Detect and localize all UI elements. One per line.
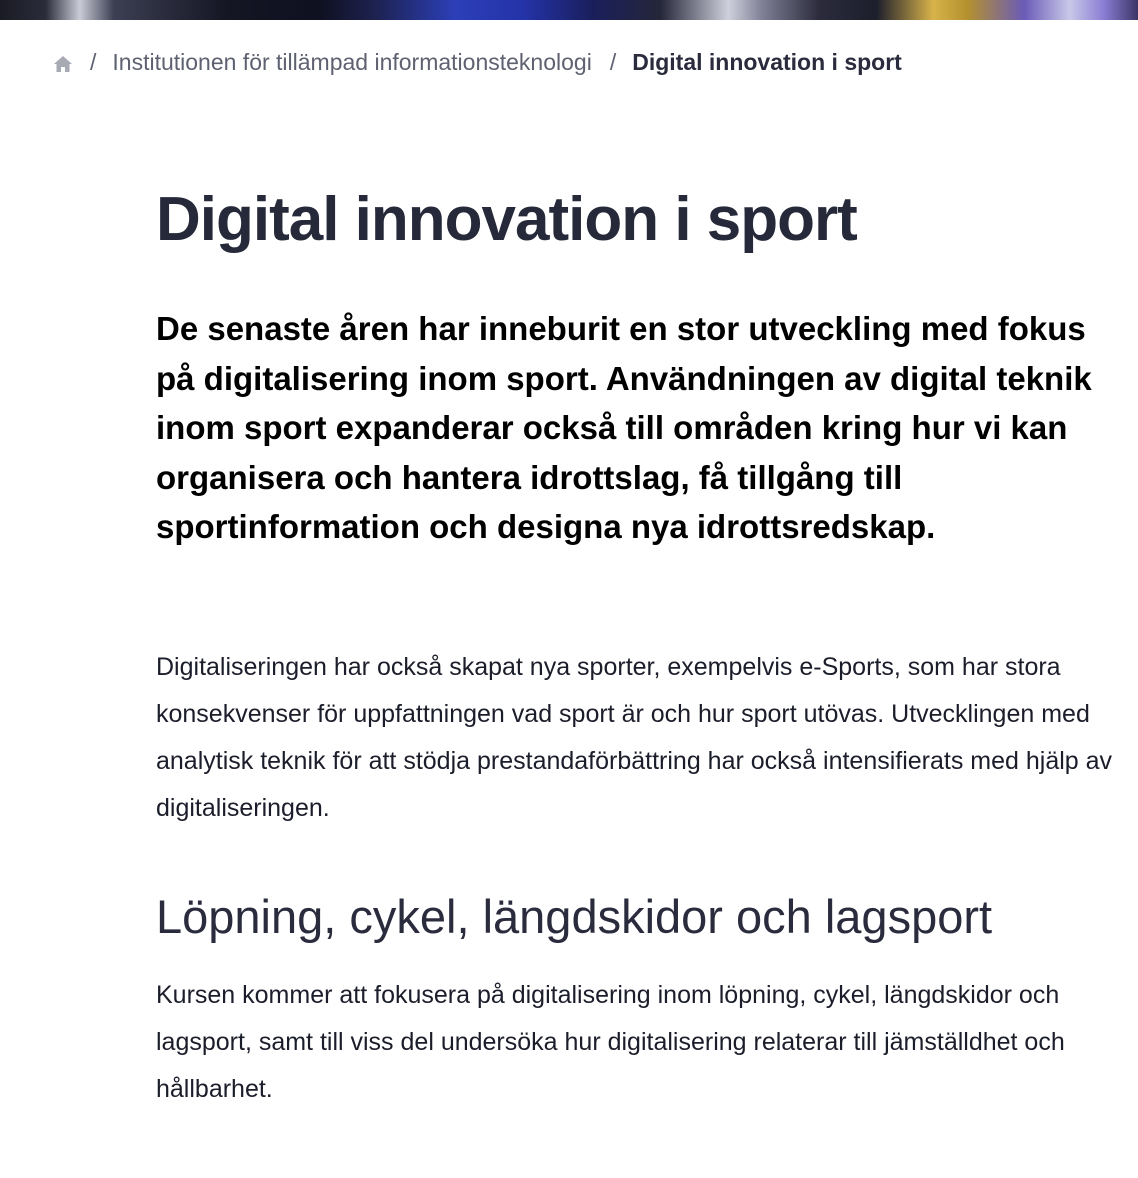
breadcrumb-separator: /: [90, 49, 97, 75]
hero-image-strip: [0, 0, 1138, 20]
breadcrumb: [52, 46, 902, 78]
page-title: Digital innovation i sport: [156, 185, 857, 254]
breadcrumb-current-page: Digital innovation i sport: [632, 49, 902, 75]
breadcrumb-link-institution[interactable]: Institutionen för tillämpad informationsteknologi: [112, 49, 592, 75]
body-paragraph-1: Digitaliseringen har också skapat nya sporter, exempelvis e-Sports, som har stora konsekvenser för uppfattningen vad sport är och hur sport utövas. Utvecklingen med analytisk teknik för att stödja prestandaförbättring har också intensifierats med hjälp av digitaliseringen.: [156, 652, 1113, 822]
body-paragraph-2: Kursen kommer att fokusera på digitalisering inom löpning, cykel, längdskidor och lagsport, samt till viss del undersöka hur digitalisering relaterar till jämställdhet och hållbarhet.: [156, 980, 1065, 1103]
section-heading: Löpning, cykel, längdskidor och lagsport: [156, 889, 993, 943]
home-icon[interactable]: [52, 51, 74, 73]
lead-paragraph: De senaste åren har inneburit en stor utveckling med fokus på digitalisering inom sport. Användningen av digital teknik inom sport expanderar också till områden kring hur vi kan organisera och hantera idrottslag, få tillgång till sportinformation och designa nya idrottsredskap.: [156, 310, 1092, 545]
breadcrumb-separator: /: [609, 49, 617, 75]
main-content: [156, 180, 1116, 1113]
